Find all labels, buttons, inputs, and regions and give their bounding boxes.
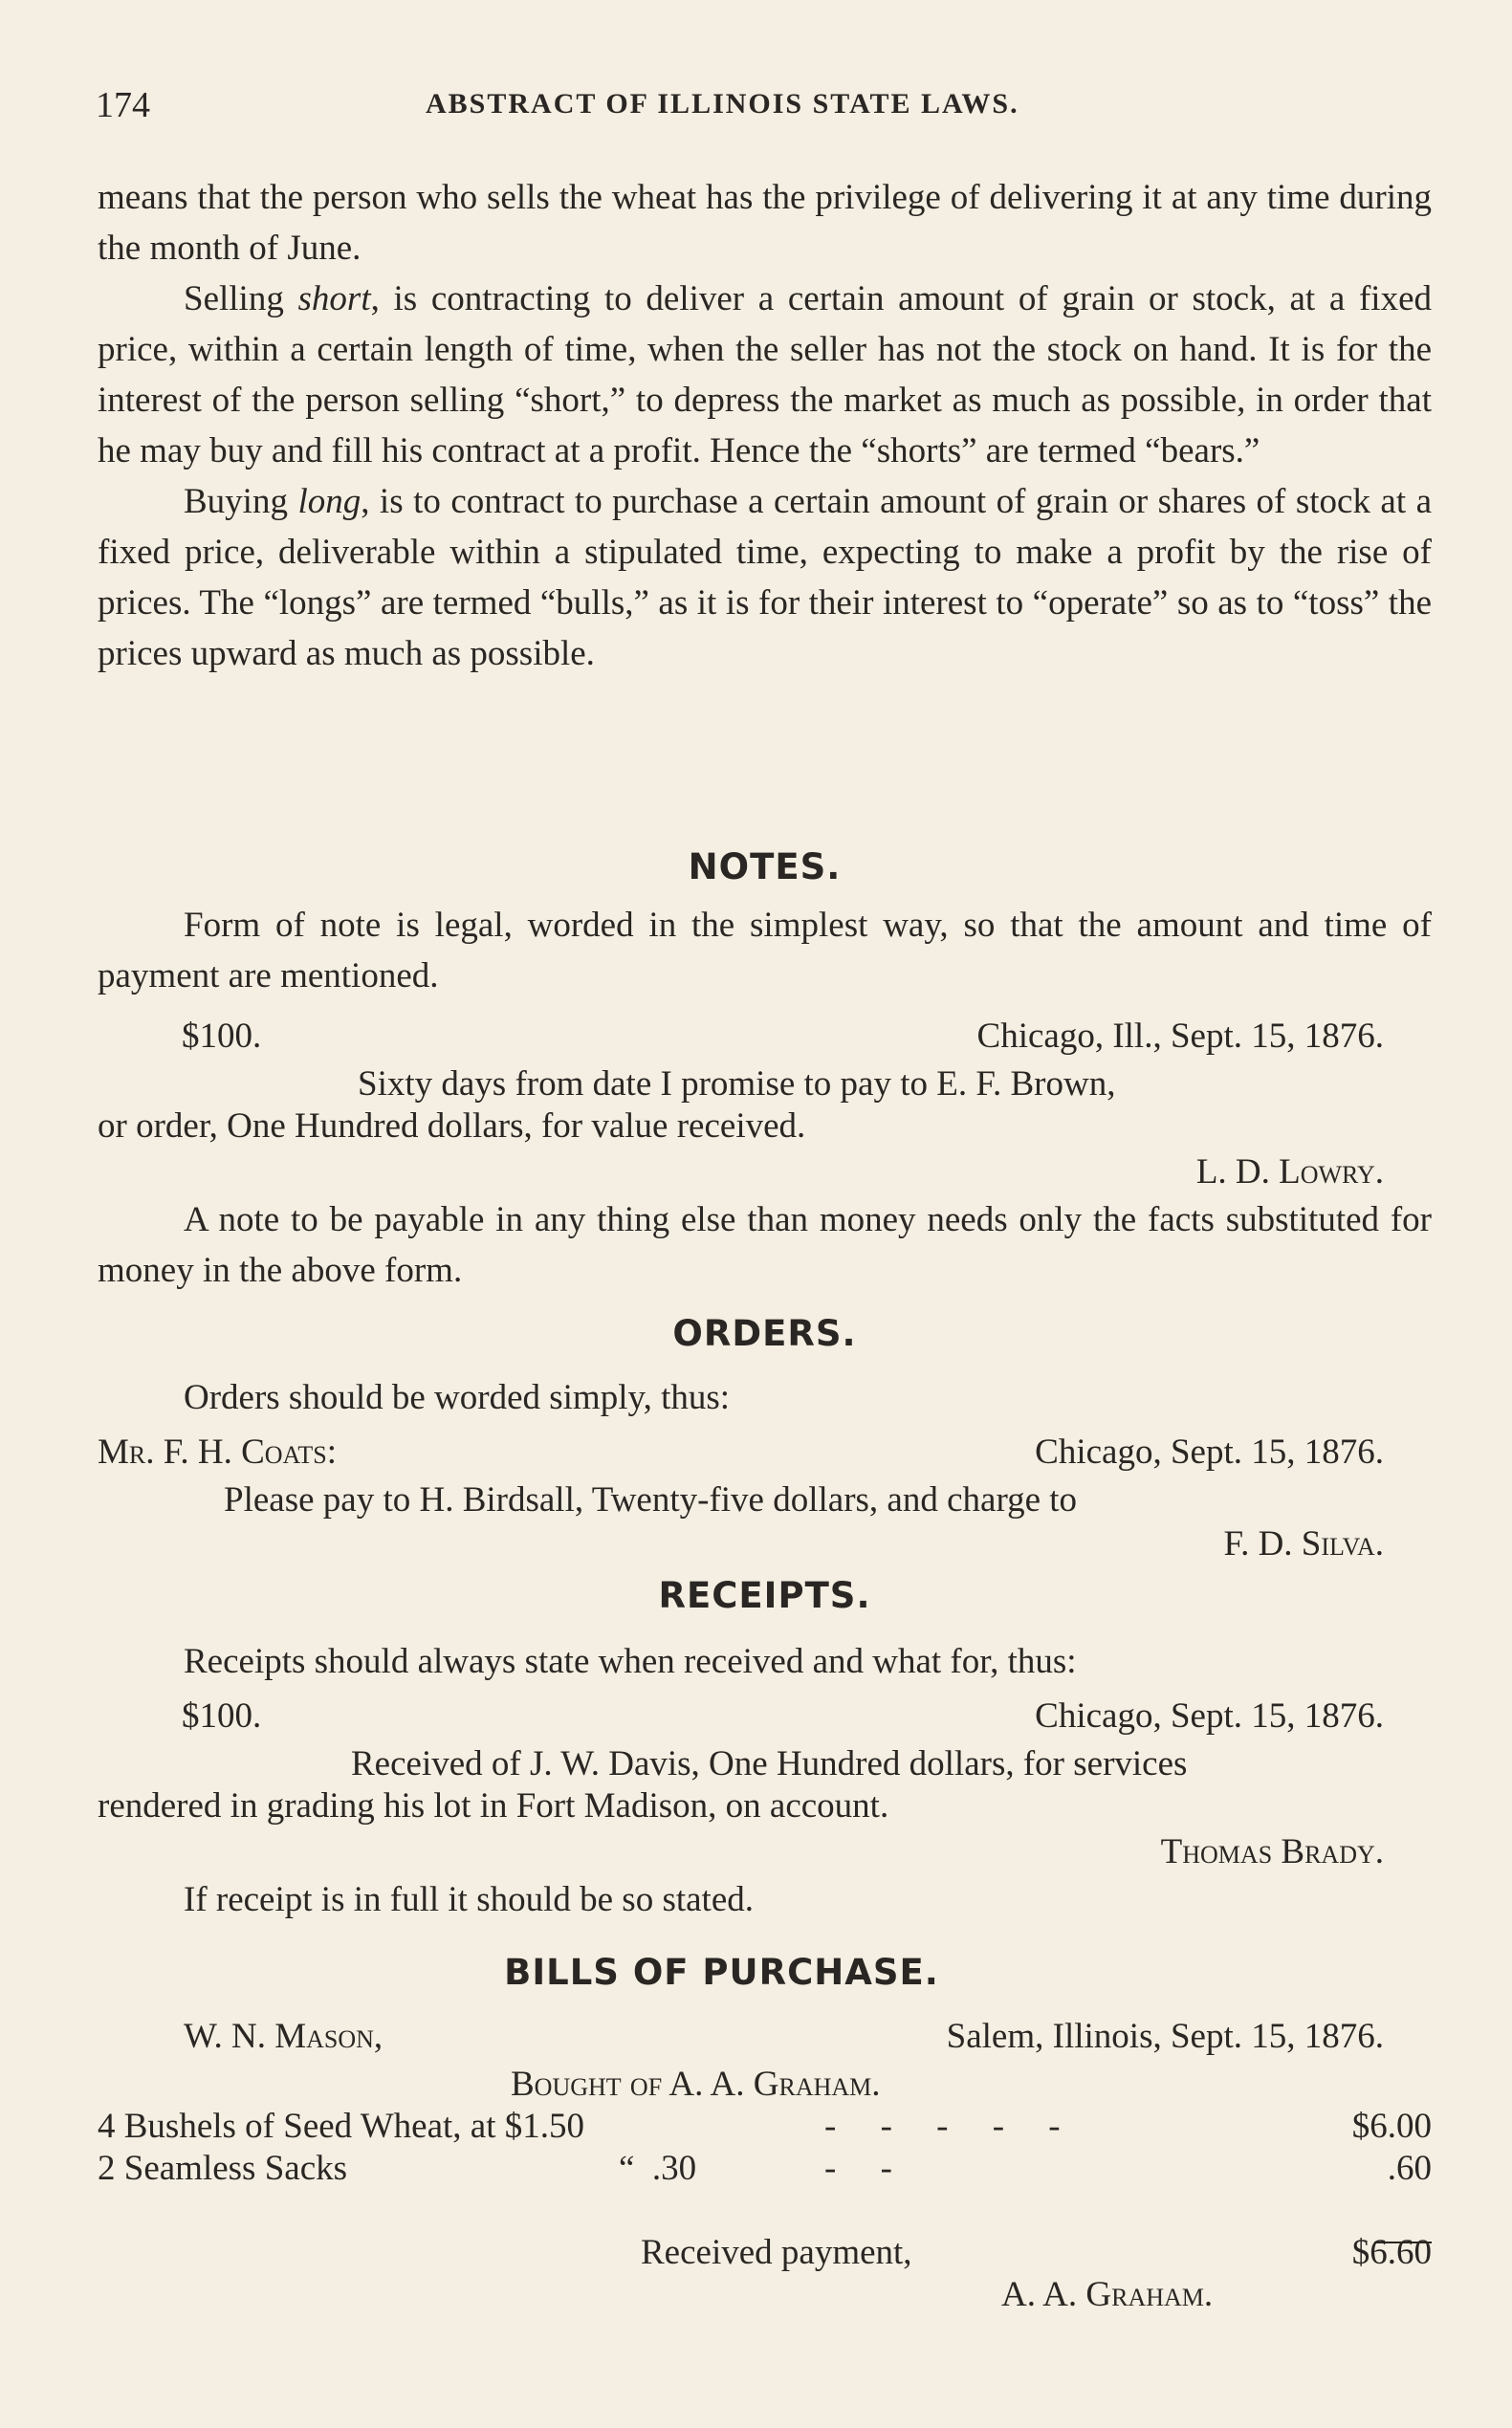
intro-paragraph-selling-short: Selling short, is contracting to deliver a certain amount of grain or stock, at a fixed price, within a certain length of time, when the seller has not the stock on hand. It is for the interest of the person selling “short,” to depress the market as much as possible, in order that he may buy and fill his contract at a profit. Hence the “shorts” are termed “bears.” <box>98 279 1432 470</box>
orders-intro: Orders should be worded simply, thus: <box>184 1378 731 1417</box>
term-short: short <box>297 279 371 318</box>
notes-intro: Form of note is legal, worded in the simplest way, so that the amount and time of payment are mentioned. <box>98 906 1432 995</box>
note-body-line-2: or order, One Hundred dollars, for value received. <box>98 1106 806 1146</box>
receipts-closing: If receipt is in full it should be so stated. <box>184 1880 754 1919</box>
bill-received-label: Received payment, <box>641 2233 912 2272</box>
intro-paragraph-buying-long: Buying long, is to contract to purchase a certain amount of grain or shares of stock at a fixed price, deliverable within a stipulated time, expecting to make a profit by the rise of prices. The “longs” are termed “bulls,” as it is for their interest to “operate” so as to “toss” the prices upward as much as possible. <box>98 482 1432 673</box>
bill-item-desc: 2 Seamless Sacks <box>98 2149 348 2188</box>
orders-section <box>98 1308 1432 1566</box>
bill-item-dashes: - - - - - <box>824 2107 1061 2146</box>
note-signature: L. D. Lowry. <box>1195 1152 1384 1192</box>
receipt-body-line-1: Received of J. W. Davis, One Hundred dollars, for services <box>351 1744 1188 1783</box>
note-amount: $100. <box>182 1017 262 1056</box>
bill-item-dashes: - - <box>824 2149 892 2188</box>
bill-item-row <box>98 2101 1432 2146</box>
bill-seller-line: Bought of A. A. Graham. <box>511 2065 881 2104</box>
bill-item-desc: 4 Bushels of Seed Wheat, at $1.50 <box>98 2107 585 2146</box>
bill-item-amount: .60 <box>1387 2149 1432 2188</box>
receipts-intro: Receipts should always state when received and what for, thus: <box>184 1642 1077 1681</box>
notes-section <box>98 842 1432 1296</box>
bill-signature: A. A. Graham. <box>1001 2275 1214 2314</box>
page-header <box>96 84 1435 132</box>
receipt-form-header <box>98 1691 1432 1739</box>
intro-section <box>98 172 1432 679</box>
running-title: ABSTRACT OF ILLINOIS STATE LAWS. <box>426 88 1019 120</box>
note-place-date: Chicago, Ill., Sept. 15, 1876. <box>976 1017 1384 1056</box>
receipts-heading: RECEIPTS. <box>658 1575 871 1616</box>
page-number: 174 <box>96 85 150 125</box>
order-signature: F. D. Silva. <box>1223 1524 1384 1564</box>
receipt-place-date: Chicago, Sept. 15, 1876. <box>1035 1696 1384 1736</box>
note-form-header <box>98 1011 1432 1059</box>
orders-heading: ORDERS. <box>672 1313 857 1354</box>
notes-closing: A note to be payable in any thing else than money needs only the facts substituted for money in the above form. <box>98 1200 1432 1290</box>
intro-paragraph-1: means that the person who sells the wheat has the privilege of delivering it at any time during the month of June. <box>98 178 1432 268</box>
notes-heading: NOTES. <box>688 846 842 887</box>
bill-item-amount: $6.00 <box>1351 2107 1432 2146</box>
order-body: Please pay to H. Birdsall, Twenty-five dollars, and charge to <box>224 1480 1078 1520</box>
receipt-body-line-2: rendered in grading his lot in Fort Madison, on account. <box>98 1786 889 1826</box>
receipt-signature: Thomas Brady. <box>1160 1832 1384 1871</box>
bill-total-row <box>98 2227 1432 2272</box>
bills-section <box>98 1947 1432 2317</box>
note-body-line-1: Sixty days from date I promise to pay to E. F. Brown, <box>358 1064 1116 1104</box>
bills-heading: BILLS OF PURCHASE. <box>504 1952 939 1993</box>
order-form-header <box>98 1427 1432 1475</box>
term-long: long <box>297 482 362 521</box>
bill-place-date: Salem, Illinois, Sept. 15, 1876. <box>946 2017 1384 2056</box>
receipt-amount: $100. <box>182 1696 262 1736</box>
bill-total: $6.60 <box>1351 2233 1432 2272</box>
order-addressee: Mr. F. H. Coats: <box>98 1433 338 1472</box>
bill-item-row <box>98 2143 1432 2189</box>
bill-item-ditto: “ .30 <box>619 2149 697 2188</box>
bill-form-header <box>98 2011 1432 2059</box>
bill-buyer: W. N. Mason, <box>184 2017 383 2056</box>
receipts-section <box>98 1570 1432 1925</box>
order-place-date: Chicago, Sept. 15, 1876. <box>1035 1433 1384 1472</box>
